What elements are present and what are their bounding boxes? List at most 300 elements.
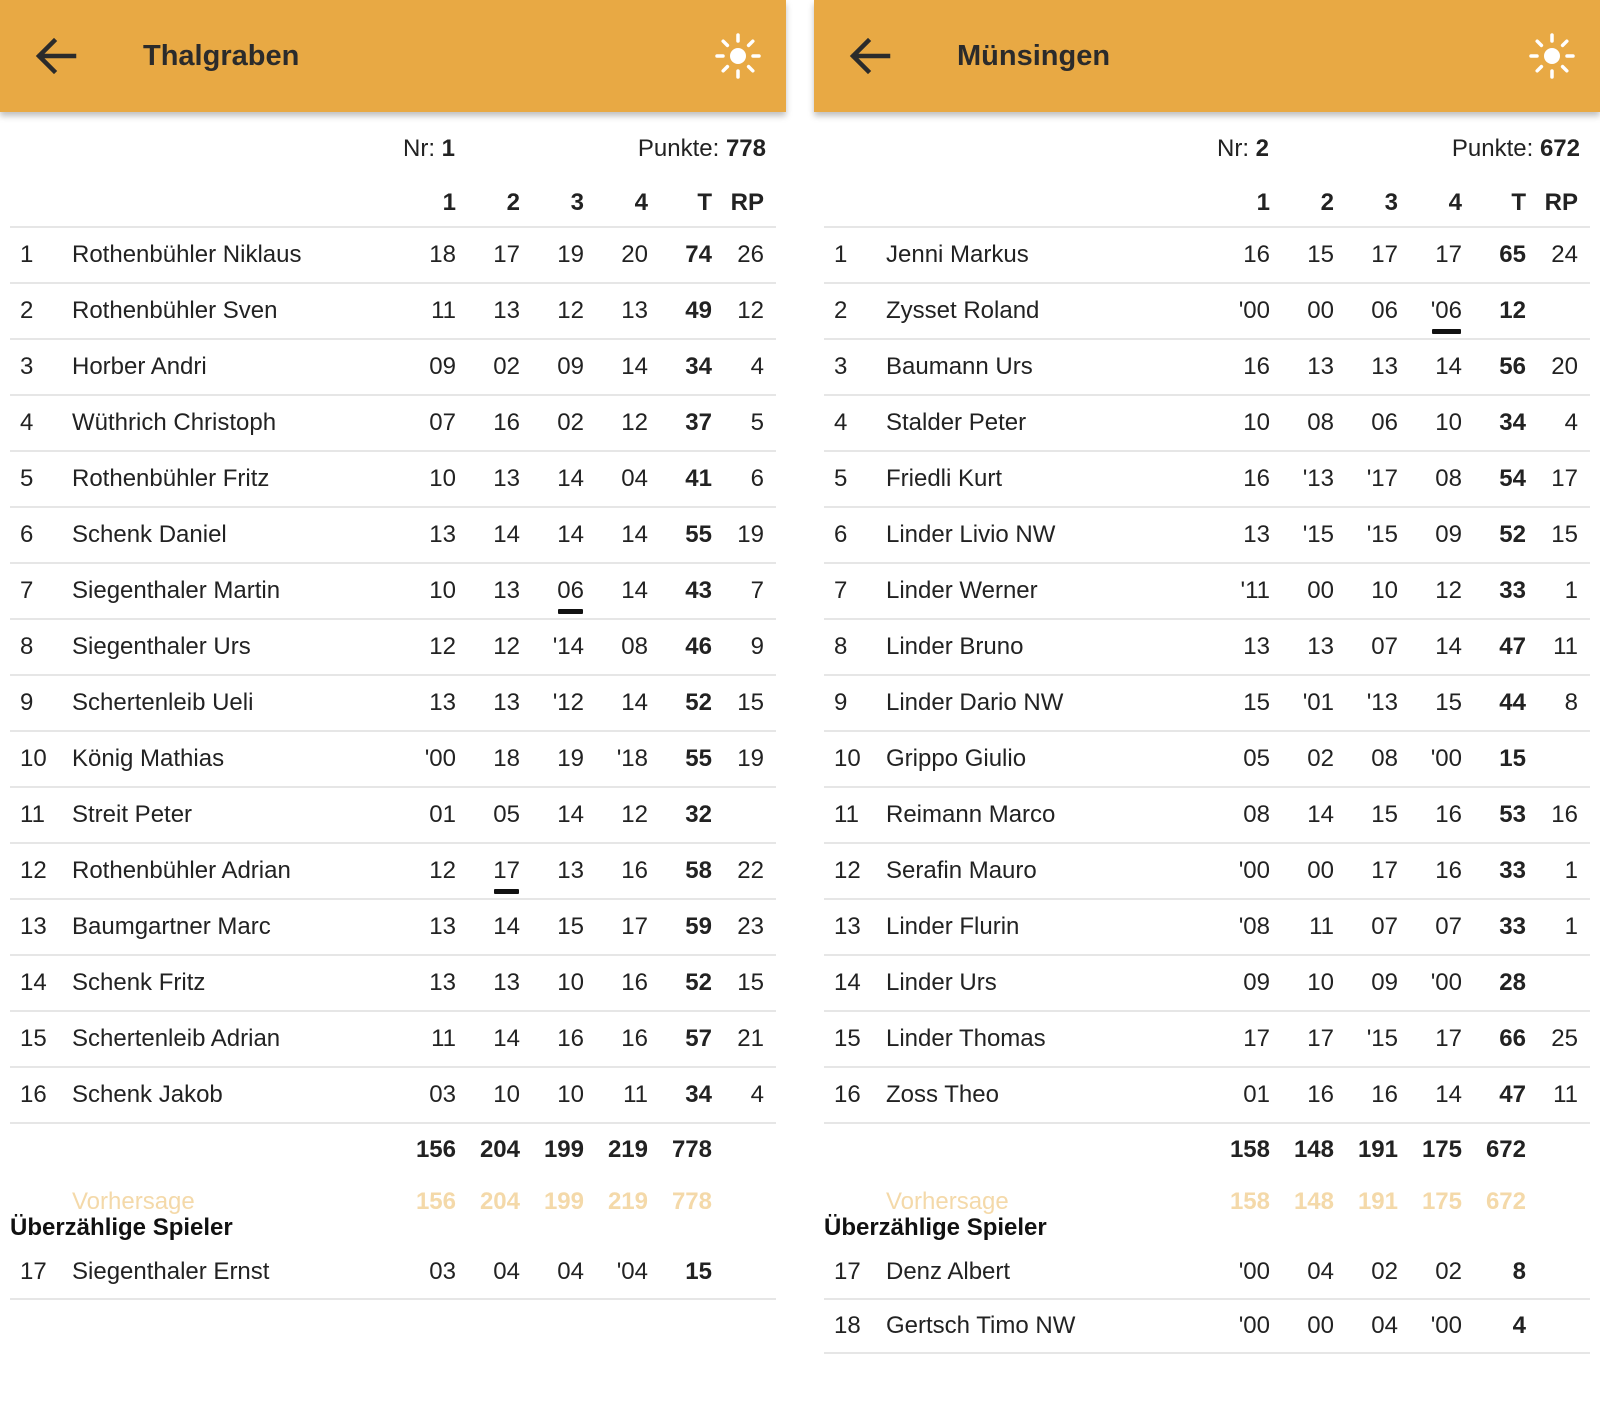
player-row[interactable]: [10, 955, 776, 1011]
header-total: T: [1462, 180, 1526, 227]
player-total: 56: [1462, 339, 1526, 395]
round-score-value: '12: [552, 689, 584, 716]
player-name: Schenk Daniel: [72, 507, 392, 563]
player-row[interactable]: [824, 563, 1590, 619]
best-score-marker: '06: [1430, 297, 1462, 324]
round-total: 778: [671, 1136, 712, 1163]
player-row[interactable]: [824, 619, 1590, 675]
arrow-left-icon[interactable]: [848, 36, 892, 76]
player-row[interactable]: [824, 899, 1590, 955]
player-name: Rothenbühler Niklaus: [72, 227, 392, 283]
round-score: [1398, 1011, 1462, 1067]
arrow-left-icon[interactable]: [34, 36, 78, 76]
prediction-value: 148: [1293, 1188, 1334, 1215]
player-row[interactable]: [10, 843, 776, 899]
round-score: [1398, 339, 1462, 395]
player-total: 44: [1462, 675, 1526, 731]
player-row[interactable]: [10, 563, 776, 619]
player-row[interactable]: [824, 675, 1590, 731]
round-score: [520, 563, 584, 619]
player-row[interactable]: [10, 339, 776, 395]
round-score: [1398, 787, 1462, 843]
round-score: [1398, 899, 1462, 955]
round-score: [392, 955, 456, 1011]
round-score: [1334, 395, 1398, 451]
round-score: [1334, 675, 1398, 731]
round-score-value: 12: [621, 801, 648, 828]
totals-spacer: [886, 1123, 1206, 1176]
app-bar: [0, 0, 786, 112]
team-panel-right: [814, 0, 1600, 1410]
round-score: [1398, 227, 1462, 283]
round-score: [392, 283, 456, 339]
round-score-value: 05: [1243, 745, 1270, 772]
player-rp: 25: [1526, 1011, 1590, 1067]
player-row[interactable]: [824, 283, 1590, 339]
player-rank: 8: [10, 619, 72, 675]
player-row[interactable]: [10, 787, 776, 843]
player-name: Schertenleib Adrian: [72, 1011, 392, 1067]
extra-players-title: Überzählige Spieler: [824, 1214, 1047, 1241]
player-name: Schenk Jakob: [72, 1067, 392, 1123]
round-score-value: 17: [1371, 241, 1398, 268]
player-total: 41: [648, 451, 712, 507]
round-score-value: '00: [424, 745, 456, 772]
round-score-value: 07: [1435, 913, 1462, 940]
player-row[interactable]: [824, 451, 1590, 507]
player-name: Zoss Theo: [886, 1067, 1206, 1123]
player-name: Linder Thomas: [886, 1011, 1206, 1067]
round-score: [456, 843, 520, 899]
round-score-value: '17: [1366, 465, 1398, 492]
round-score-value: 00: [1307, 857, 1334, 884]
round-score-value: 11: [623, 1081, 648, 1108]
player-rp: 15: [1526, 507, 1590, 563]
player-rp: 20: [1526, 339, 1590, 395]
player-row[interactable]: [824, 843, 1590, 899]
round-score-value: 14: [621, 689, 648, 716]
player-name: Jenni Markus: [886, 227, 1206, 283]
player-name: Stalder Peter: [886, 395, 1206, 451]
round-score: [1206, 843, 1270, 899]
round-score-value: 10: [429, 577, 456, 604]
prediction-value: 158: [1229, 1188, 1270, 1215]
player-rp: 24: [1526, 227, 1590, 283]
round-score-value: 09: [1435, 521, 1462, 548]
round-score: [392, 787, 456, 843]
prediction-label: Vorhersage: [886, 1188, 1009, 1215]
team-number: [403, 131, 455, 167]
score-table-header: [10, 180, 776, 227]
team-points-label: Punkte:: [1451, 135, 1534, 162]
round-score-value: '13: [1302, 465, 1334, 492]
round-score-value: 07: [429, 409, 456, 436]
player-rp: 23: [712, 899, 776, 955]
round-score-value: 10: [429, 465, 456, 492]
round-score-value: 02: [493, 353, 520, 380]
round-score: [584, 563, 648, 619]
team-number-value: 1: [441, 135, 456, 162]
round-score: [1206, 563, 1270, 619]
round-score: [1398, 507, 1462, 563]
player-total: 47: [1462, 1067, 1526, 1123]
prediction-value: 672: [1485, 1188, 1526, 1215]
extra-player-row[interactable]: [10, 1246, 776, 1299]
round-score-value: 18: [493, 745, 520, 772]
player-name: Linder Bruno: [886, 619, 1206, 675]
round-score-value: 10: [557, 969, 584, 996]
round-score: [520, 395, 584, 451]
player-row[interactable]: [10, 1011, 776, 1067]
round-score-value: 13: [1307, 633, 1334, 660]
round-total: 156: [415, 1136, 456, 1163]
round-score-value: '00: [1430, 969, 1462, 996]
round-total: 672: [1485, 1136, 1526, 1163]
score-table: [10, 180, 776, 1228]
player-name: Rothenbühler Sven: [72, 283, 392, 339]
player-rank: 11: [824, 787, 886, 843]
player-rp: 4: [712, 1067, 776, 1123]
player-rp: 15: [712, 675, 776, 731]
player-row[interactable]: [10, 1067, 776, 1123]
player-rp: 7: [712, 563, 776, 619]
round-total: 204: [479, 1136, 520, 1163]
player-row[interactable]: [824, 227, 1590, 283]
round-score-value: 12: [429, 633, 456, 660]
player-row[interactable]: [10, 731, 776, 787]
round-total: 148: [1293, 1136, 1334, 1163]
round-score: [1398, 563, 1462, 619]
round-score: [1206, 1067, 1270, 1123]
round-score: [392, 339, 456, 395]
player-rank: 16: [10, 1067, 72, 1123]
extra-player-row[interactable]: [824, 1299, 1590, 1353]
player-row[interactable]: [10, 451, 776, 507]
round-score-value: 17: [1435, 241, 1462, 268]
team-points-value: 672: [1539, 135, 1580, 162]
round-score: '00: [1206, 1299, 1270, 1353]
round-score-value: '01: [1302, 689, 1334, 716]
round-score: '00: [1398, 1299, 1462, 1353]
player-row[interactable]: [824, 339, 1590, 395]
round-score-value: 14: [1307, 801, 1334, 828]
round-score: [1206, 955, 1270, 1011]
round-score-value: 06: [1371, 297, 1398, 324]
round-score-value: 09: [1371, 969, 1398, 996]
player-rank: 16: [824, 1067, 886, 1123]
player-rank: 1: [10, 227, 72, 283]
round-score: [1334, 1011, 1398, 1067]
player-row[interactable]: [824, 731, 1590, 787]
round-score: [584, 899, 648, 955]
round-score: [456, 283, 520, 339]
player-rank: 3: [10, 339, 72, 395]
player-rank: 4: [10, 395, 72, 451]
header-round-3: 3: [1334, 180, 1398, 227]
round-score-value: 14: [493, 913, 520, 940]
round-score: 04: [1334, 1299, 1398, 1353]
player-rank: 12: [10, 843, 72, 899]
round-score-value: 14: [557, 465, 584, 492]
round-score: [1334, 507, 1398, 563]
header-round-2: 2: [1270, 180, 1334, 227]
round-score: [1398, 675, 1462, 731]
round-score: 04: [456, 1246, 520, 1299]
round-score: [1270, 787, 1334, 843]
prediction-value: 191: [1357, 1188, 1398, 1215]
round-score: [1398, 451, 1462, 507]
player-row[interactable]: [10, 507, 776, 563]
round-score-value: 16: [1243, 465, 1270, 492]
player-name: Rothenbühler Adrian: [72, 843, 392, 899]
round-score: [584, 507, 648, 563]
team-number-label: Nr:: [1217, 135, 1249, 162]
round-score-value: 13: [1307, 353, 1334, 380]
player-rank: 2: [824, 283, 886, 339]
player-name: Siegenthaler Ernst: [72, 1246, 392, 1299]
player-name: Gertsch Timo NW: [886, 1299, 1206, 1353]
round-score-value: 16: [1435, 801, 1462, 828]
round-score-value: 16: [493, 409, 520, 436]
round-score: [584, 955, 648, 1011]
extra-players-title: Überzählige Spieler: [10, 1214, 233, 1241]
round-score-value: 08: [1243, 801, 1270, 828]
player-total: 8: [1462, 1246, 1526, 1299]
round-score: [1270, 1011, 1334, 1067]
player-total: 32: [648, 787, 712, 843]
round-score: [1398, 843, 1462, 899]
player-total: 33: [1462, 899, 1526, 955]
round-score: [520, 843, 584, 899]
player-rank: 18: [824, 1299, 886, 1353]
player-name: Horber Andri: [72, 339, 392, 395]
round-score: [1206, 507, 1270, 563]
extra-players-table: [824, 1246, 1590, 1354]
player-row[interactable]: [824, 395, 1590, 451]
round-score: [1334, 1067, 1398, 1123]
round-score: [1270, 955, 1334, 1011]
totals-spacer: [712, 1123, 776, 1176]
round-score: [1206, 675, 1270, 731]
round-score-value: 11: [431, 297, 456, 324]
header-round-1: 1: [392, 180, 456, 227]
round-score-value: 13: [557, 857, 584, 884]
round-score: [456, 563, 520, 619]
player-row[interactable]: [10, 283, 776, 339]
round-score-value: 04: [621, 465, 648, 492]
player-rp: 5: [712, 395, 776, 451]
player-total: 47: [1462, 619, 1526, 675]
player-rank: 7: [824, 563, 886, 619]
round-score: [520, 227, 584, 283]
prediction-value: 219: [607, 1188, 648, 1215]
round-score-value: 16: [621, 1025, 648, 1052]
player-rank: 5: [10, 451, 72, 507]
round-score-value: 16: [1435, 857, 1462, 884]
round-score: [1270, 339, 1334, 395]
page-title: Münsingen: [957, 40, 1111, 72]
header-round-4: 4: [1398, 180, 1462, 227]
player-rp: [1526, 283, 1590, 339]
round-score: [1270, 451, 1334, 507]
round-score: [392, 675, 456, 731]
player-rp: 4: [712, 339, 776, 395]
round-score-value: 16: [1371, 1081, 1398, 1108]
player-rp: [712, 1246, 776, 1299]
player-row[interactable]: [10, 227, 776, 283]
round-score-value: 16: [621, 857, 648, 884]
header-round-3: 3: [520, 180, 584, 227]
player-total: 34: [1462, 395, 1526, 451]
prediction-spacer: [712, 1176, 776, 1228]
round-score-value: 03: [429, 1081, 456, 1108]
player-rank: 11: [10, 787, 72, 843]
player-row[interactable]: [10, 619, 776, 675]
player-total: 52: [648, 955, 712, 1011]
round-score-value: 16: [1307, 1081, 1334, 1108]
round-score-value: 10: [1307, 969, 1334, 996]
round-score: [1206, 395, 1270, 451]
player-rp: 12: [712, 283, 776, 339]
player-rp: 8: [1526, 675, 1590, 731]
round-score: [1270, 283, 1334, 339]
player-row[interactable]: [824, 1067, 1590, 1123]
round-score: [1334, 227, 1398, 283]
round-score-value: 18: [429, 241, 456, 268]
round-score-value: 08: [621, 633, 648, 660]
round-score: [456, 451, 520, 507]
round-score-value: 13: [1243, 521, 1270, 548]
round-score-value: '00: [1430, 745, 1462, 772]
sun-icon[interactable]: [714, 32, 762, 80]
sun-icon[interactable]: [1528, 32, 1576, 80]
player-name: Rothenbühler Fritz: [72, 451, 392, 507]
player-row[interactable]: [10, 395, 776, 451]
round-score-value: 07: [1371, 913, 1398, 940]
round-score-value: 20: [621, 241, 648, 268]
round-score-value: 13: [429, 913, 456, 940]
round-score-value: '08: [1238, 913, 1270, 940]
round-score-value: 12: [621, 409, 648, 436]
round-score-value: 14: [1435, 633, 1462, 660]
totals-row: [10, 1123, 776, 1176]
round-score-value: 08: [1307, 409, 1334, 436]
player-row[interactable]: [10, 899, 776, 955]
round-score: [1334, 283, 1398, 339]
player-total: 53: [1462, 787, 1526, 843]
round-score-value: 10: [1435, 409, 1462, 436]
player-rank: 5: [824, 451, 886, 507]
round-score-value: 15: [1307, 241, 1334, 268]
round-score-value: 14: [493, 521, 520, 548]
team-points: [1452, 131, 1580, 167]
round-score: [1270, 1067, 1334, 1123]
player-row[interactable]: [10, 675, 776, 731]
round-score: '04: [584, 1246, 648, 1299]
player-name: Grippo Giulio: [886, 731, 1206, 787]
player-rp: [1526, 955, 1590, 1011]
round-score-value: 12: [493, 633, 520, 660]
round-score-value: 13: [493, 577, 520, 604]
player-total: 15: [648, 1246, 712, 1299]
player-rank: 7: [10, 563, 72, 619]
round-total: 191: [1357, 1136, 1398, 1163]
round-score-value: 12: [557, 297, 584, 324]
round-score: 02: [1398, 1246, 1462, 1299]
player-rank: 10: [824, 731, 886, 787]
player-row[interactable]: [824, 507, 1590, 563]
player-rank: 15: [824, 1011, 886, 1067]
round-score-value: 17: [1243, 1025, 1270, 1052]
player-rank: 12: [824, 843, 886, 899]
player-rp: 15: [712, 955, 776, 1011]
best-score-marker: 06: [557, 577, 584, 604]
round-score-value: 05: [493, 801, 520, 828]
round-score-value: 07: [1371, 633, 1398, 660]
round-score-value: 14: [1435, 353, 1462, 380]
round-score-value: 14: [493, 1025, 520, 1052]
round-score: [456, 507, 520, 563]
round-score: [584, 227, 648, 283]
round-score: [1398, 283, 1462, 339]
player-rp: 19: [712, 507, 776, 563]
prediction-value: 778: [671, 1188, 712, 1215]
round-score-value: 16: [1243, 353, 1270, 380]
round-score: [520, 339, 584, 395]
round-score: [1206, 283, 1270, 339]
player-total: 4: [1462, 1299, 1526, 1353]
player-row[interactable]: [824, 1011, 1590, 1067]
extra-players-table: [10, 1246, 776, 1300]
prediction-label: Vorhersage: [72, 1188, 195, 1215]
player-total: 55: [648, 731, 712, 787]
player-row[interactable]: [824, 955, 1590, 1011]
round-score: 00: [1270, 1299, 1334, 1353]
round-score: '00: [1206, 1246, 1270, 1299]
team-points-value: 778: [725, 135, 766, 162]
round-score-value: 14: [621, 521, 648, 548]
round-score: [1270, 843, 1334, 899]
round-score-value: 13: [429, 969, 456, 996]
round-score: [520, 1011, 584, 1067]
round-score: [456, 955, 520, 1011]
round-score-value: '11: [1240, 577, 1270, 604]
round-score-value: '13: [1366, 689, 1398, 716]
player-rank: 9: [824, 675, 886, 731]
team-number-label: Nr:: [403, 135, 435, 162]
player-name: Linder Werner: [886, 563, 1206, 619]
round-score: [392, 563, 456, 619]
round-score: [1270, 507, 1334, 563]
round-score: [1334, 731, 1398, 787]
round-score: [584, 619, 648, 675]
round-score: [520, 619, 584, 675]
round-score-value: 13: [621, 297, 648, 324]
round-score-value: 09: [1243, 969, 1270, 996]
round-score-value: 13: [1243, 633, 1270, 660]
round-score-value: 10: [1371, 577, 1398, 604]
player-row[interactable]: [824, 787, 1590, 843]
round-score-value: 17: [621, 913, 648, 940]
player-rank: 6: [10, 507, 72, 563]
player-name: König Mathias: [72, 731, 392, 787]
round-score-value: 02: [1307, 745, 1334, 772]
player-name: Streit Peter: [72, 787, 392, 843]
round-score-value: 13: [429, 689, 456, 716]
round-score: [584, 283, 648, 339]
extra-player-row[interactable]: [824, 1246, 1590, 1299]
round-score-value: '15: [1302, 521, 1334, 548]
